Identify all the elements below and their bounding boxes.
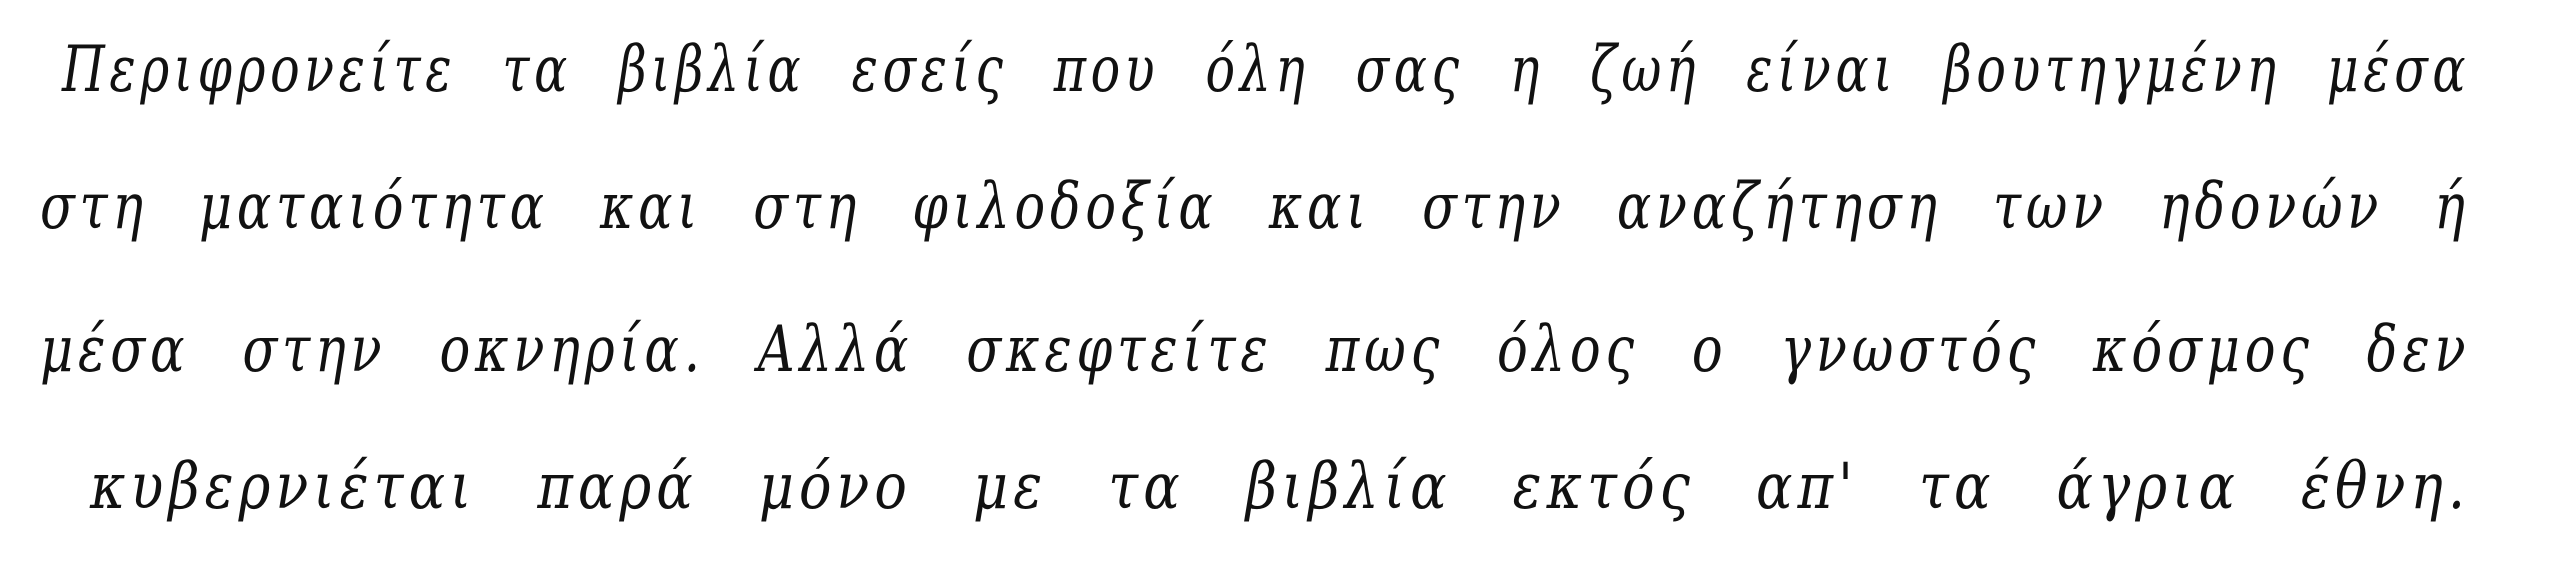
text-line-1: Περιφρονείτε τα βιβλία εσείς που όλη σας η ζωή είναι βουτηγμένη μέσα [62, 33, 2471, 107]
text-line-4: κυβερνιέται παρά μόνο με τα βιβλία εκτός απ' τα άγρια έθνη. [90, 450, 2471, 524]
text-line-2: στη ματαιότητα και στη φιλοδοξία και στην αναζήτηση των ηδονών ή [40, 170, 2470, 244]
text-line-3: μέσα στην οκνηρία. Αλλά σκεφτείτε πως όλος ο γνωστός κόσμος δεν [40, 313, 2471, 387]
